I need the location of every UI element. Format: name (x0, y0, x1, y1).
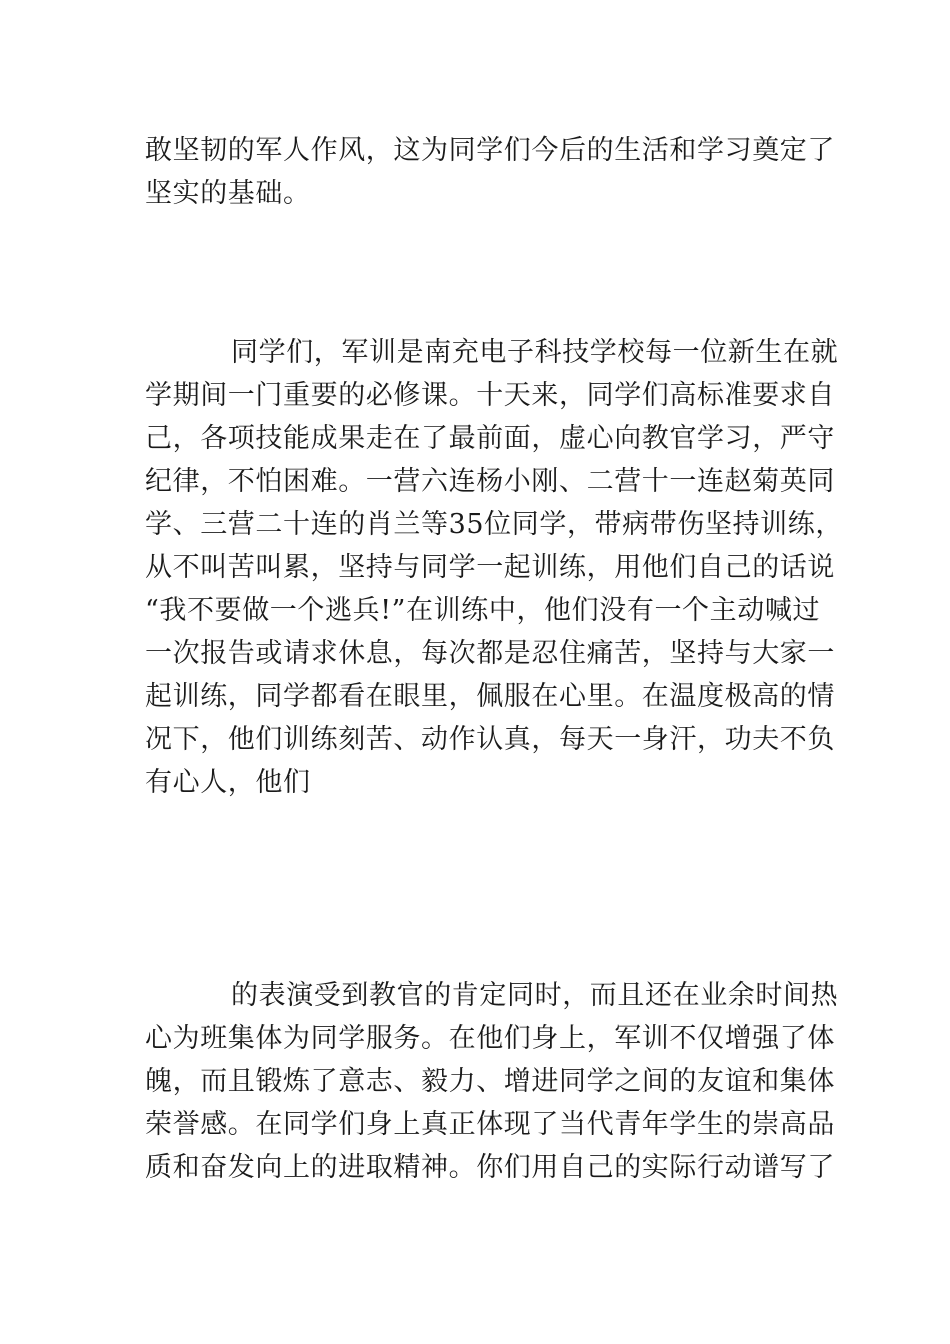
paragraph-1 (145, 129, 835, 215)
text-line: 有心人，他们 (145, 767, 311, 798)
text-line: 况下，他们训练刻苦、动作认真，每天一身汗，功夫不负 (145, 724, 835, 755)
text-line: 一次报告或请求休息，每次都是忍住痛苦，坚持与大家一 (145, 638, 835, 669)
text-line: 同学们，军训是南充电子科技学校每一位新生在就 (231, 337, 839, 368)
paragraph-2 (145, 331, 843, 804)
text-line: 的表演受到教官的肯定同时，而且还在业余时间热 (231, 980, 839, 1011)
text-line: 己，各项技能成果走在了最前面，虚心向教官学习，严守 (145, 423, 835, 454)
text-line: 纪律，不怕困难。一营六连杨小刚、二营十一连赵菊英同 (145, 466, 835, 497)
text-line: 从不叫苦叫累，坚持与同学一起训练，用他们自己的话说 (145, 552, 835, 583)
paragraph-3 (145, 974, 839, 1189)
text-line: 起训练，同学都看在眼里，佩服在心里。在温度极高的情 (145, 681, 835, 712)
text-line: 学期间一门重要的必修课。十天来，同学们高标准要求自 (145, 380, 835, 411)
text-line: 敢坚韧的军人作风，这为同学们今后的生活和学习奠定了 (145, 135, 835, 166)
text-line: 学、三营二十连的肖兰等35位同学，带病带伤坚持训练， (145, 509, 843, 540)
text-line: 荣誉感。在同学们身上真正体现了当代青年学生的崇高品 (145, 1109, 835, 1140)
text-line: 心为班集体为同学服务。在他们身上，军训不仅增强了体 (145, 1023, 835, 1054)
text-line: “我不要做一个逃兵!”在训练中，他们没有一个主动喊过 (145, 595, 821, 626)
text-line: 魄，而且锻炼了意志、毅力、增进同学之间的友谊和集体 (145, 1066, 835, 1097)
text-line: 坚实的基础。 (145, 178, 311, 209)
text-line: 质和奋发向上的进取精神。你们用自己的实际行动谱写了 (145, 1152, 835, 1183)
